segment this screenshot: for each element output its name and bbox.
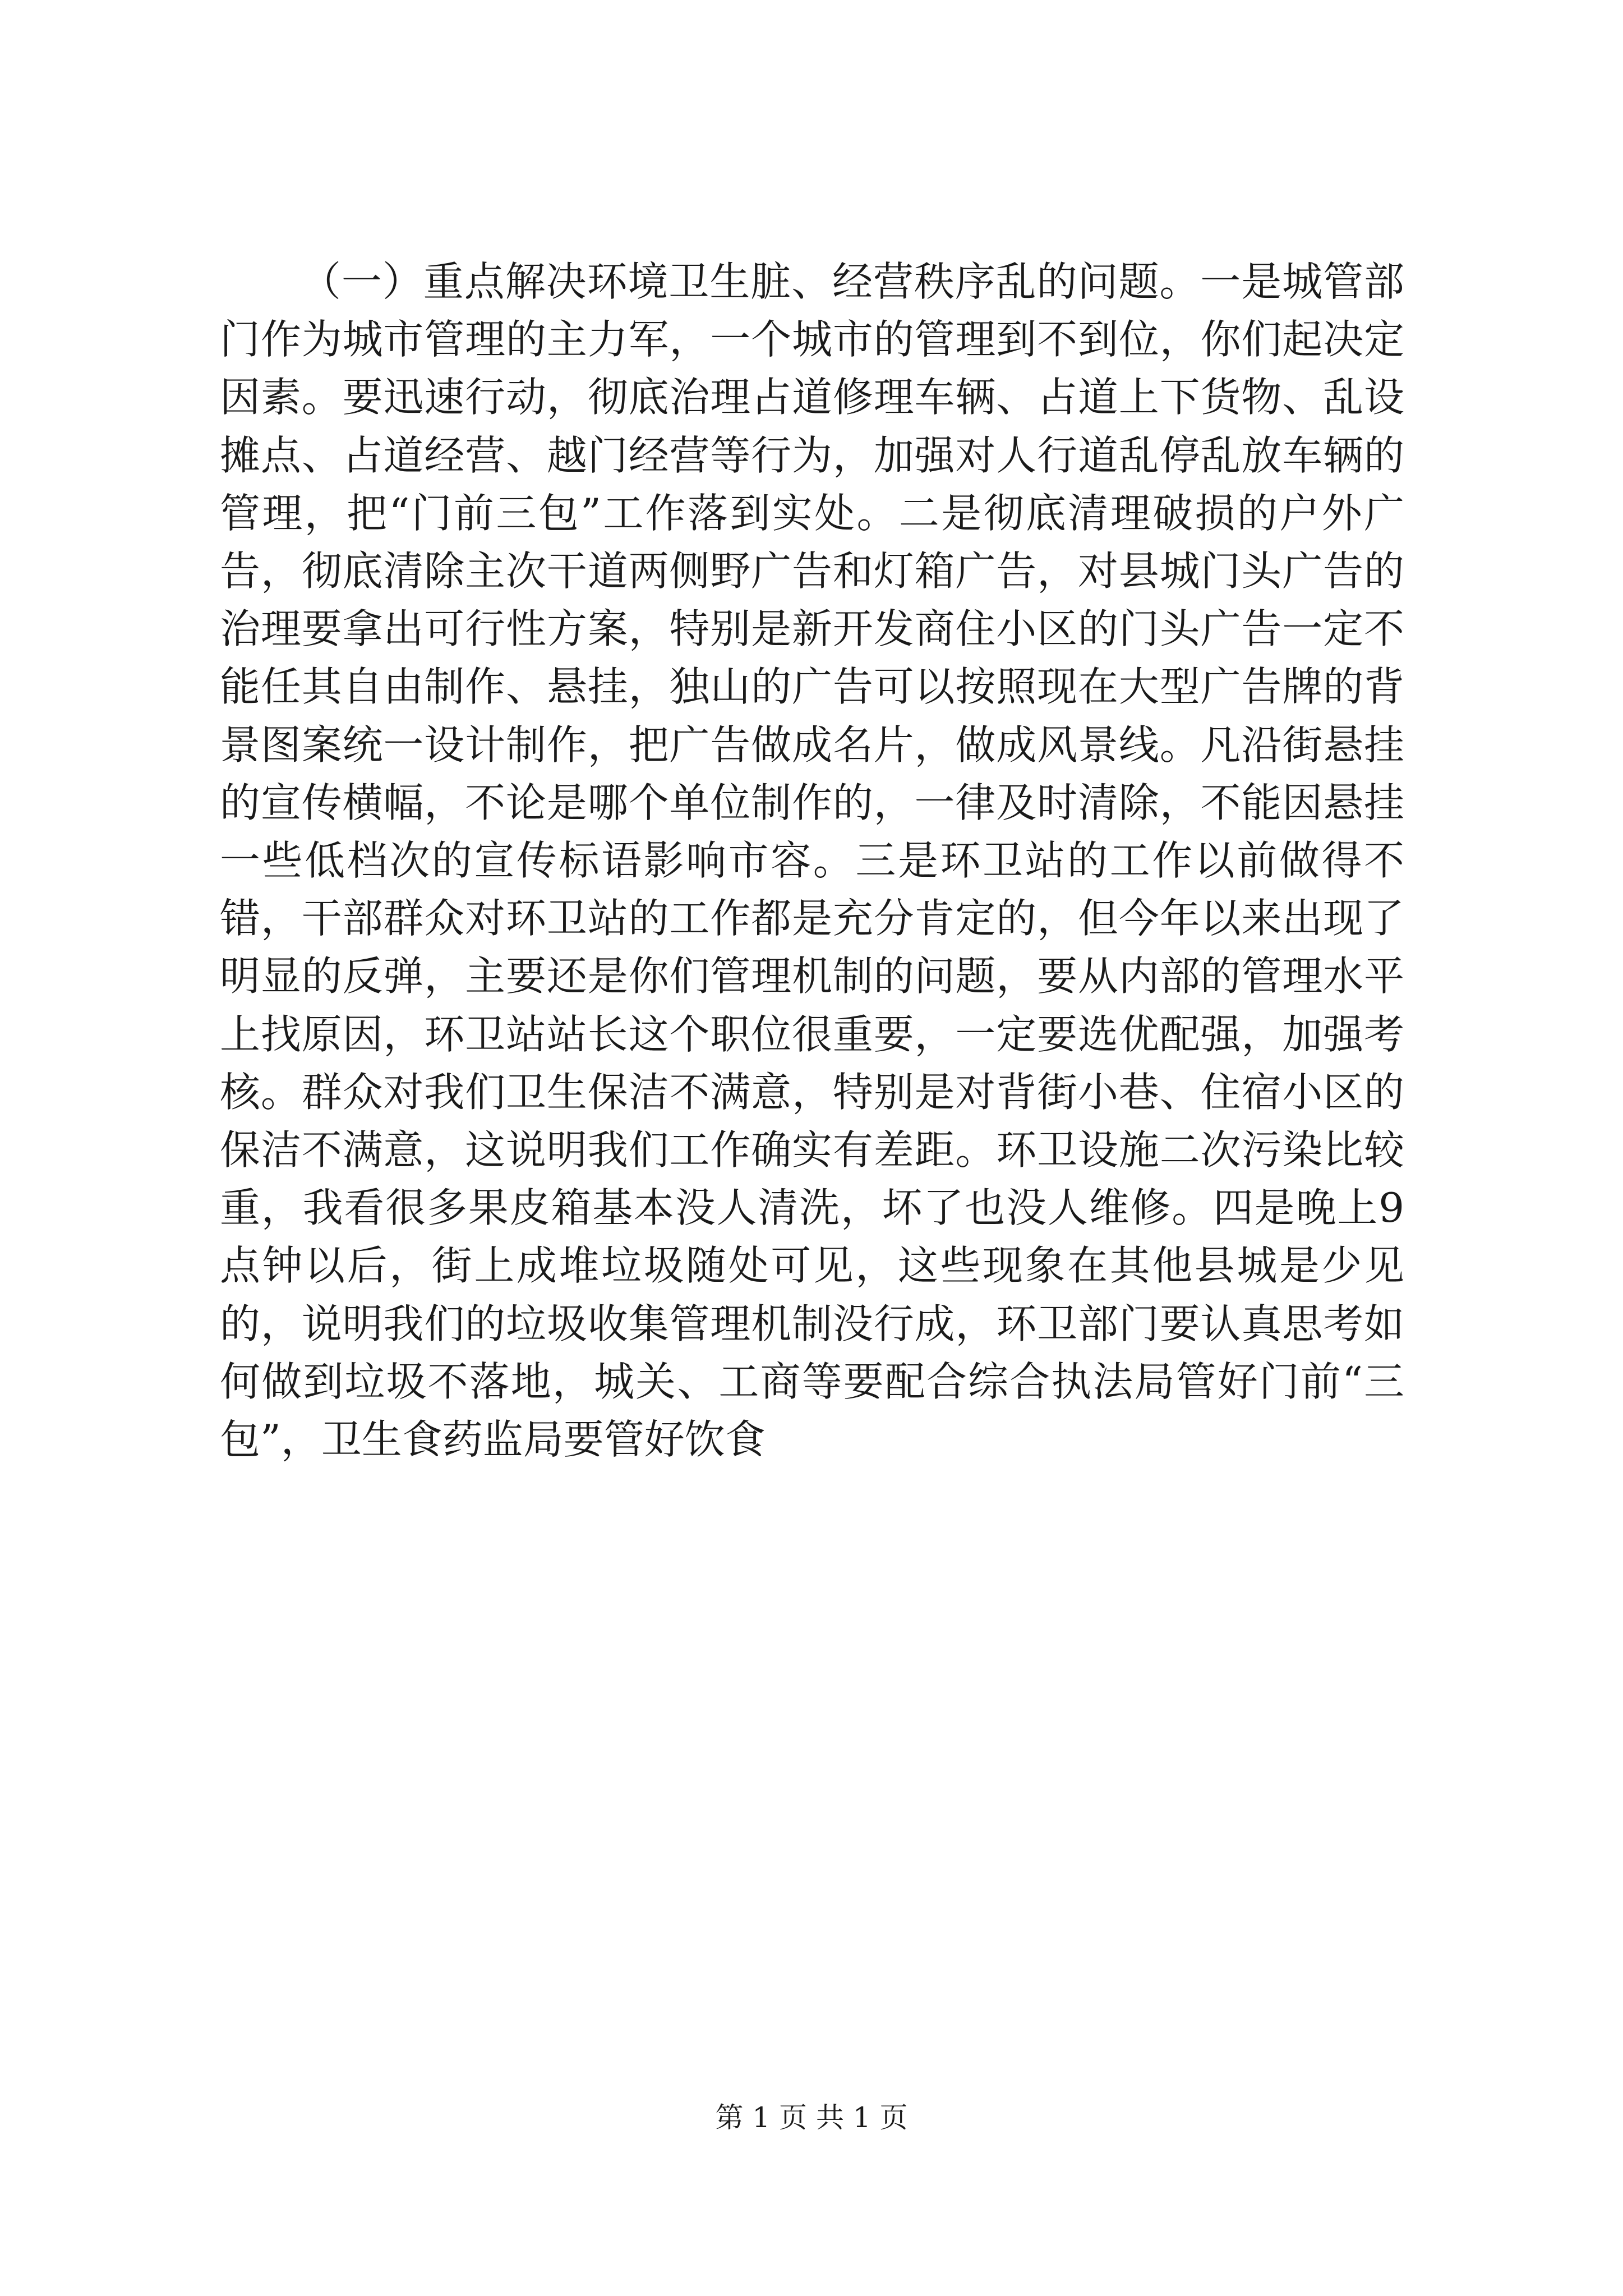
- page-footer: 第 1 页 共 1 页: [715, 2101, 908, 2134]
- document-body: [220, 253, 1404, 1469]
- paragraph: （一）重点解决环境卫生脏、经营秩序乱的问题。一是城管部门作为城市管理的主力军，一个城市的管理到不到位，你们起决定因素。要迅速行动，彻底治理占道修理车辆、占道上下货物、乱设摊点、占道经营、越门经营等行为，加强对人行道乱停乱放车辆的管理，把“门前三包”工作落到实处。二是彻底清理破损的户外广告，彻底清除主次干道两侧野广告和灯箱广告，对县城门头广告的治理要拿出可行性方案，特别是新开发商住小区的门头广告一定不能任其自由制作、悬挂，独山的广告可以按照现在大型广告牌的背景图案统一设计制作，把广告做成名片，做成风景线。凡沿街悬挂的宣传横幅，不论是哪个单位制作的，一律及时清除，不能因悬挂一些低档次的宣传标语影响市容。三是环卫站的工作以前做得不错，干部群众对环卫站的工作都是充分肯定的，但今年以来出现了明显的反弹，主要还是你们管理机制的问题，要从内部的管理水平上找原因，环卫站站长这个职位很重要，一定要选优配强，加强考核。群众对我们卫生保洁不满意，特别是对背街小巷、住宿小区的保洁不满意，这说明我们工作确实有差距。环卫设施二次污染比较重，我看很多果皮箱基本没人清洗，坏了也没人维修。四是晚上9点钟以后，街上成堆垃圾随处可见，这些现象在其他县城是少见的，说明我们的垃圾收集管理机制没行成，环卫部门要认真思考如何做到垃圾不落地，城关、工商等要配合综合执法局管好门前“三包”，卫生食药监局要管好饮食: [220, 258, 1404, 1464]
